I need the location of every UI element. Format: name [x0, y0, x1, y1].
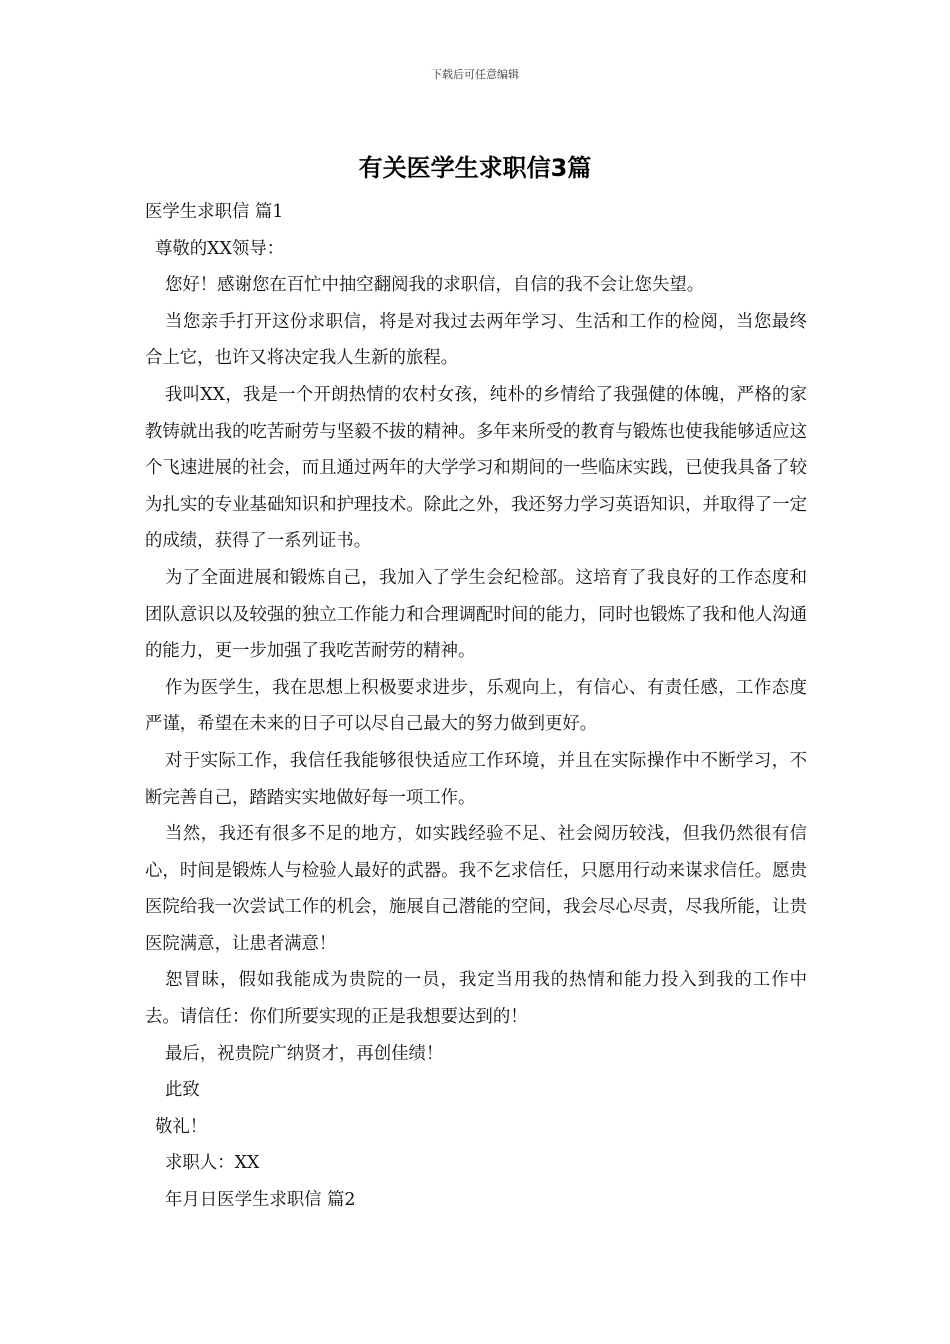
paragraph: 恕冒昧，假如我能成为贵院的一员，我定当用我的热情和能力投入到我的工作中去。请信任：你们所要实现的正是我想要达到的！ — [145, 970, 807, 1028]
paragraph: 当您亲手打开这份求职信，将是对我过去两年学习、生活和工作的检阅，当您最终合上它，也许又将决定我人生新的旅程。 — [145, 311, 807, 369]
closing-wish: 最后，祝贵院广纳贤才，再创佳绩！ — [165, 1043, 444, 1064]
letter-body — [145, 194, 807, 1219]
section-heading: 医学生求职信 篇1 — [145, 202, 284, 222]
paragraph: 对于实际工作，我信任我能够很快适应工作环境，并且在实际操作中不断学习，不断完善自己，踏踏实实地做好每一项工作。 — [145, 750, 807, 808]
paragraph: 作为医学生，我在思想上积极要求进步，乐观向上，有信心、有责任感，工作态度严谨，希望在未来的日子可以尽自己最大的努力做到更好。 — [145, 677, 807, 735]
salutation: 尊敬的XX领导： — [155, 238, 285, 259]
closing-salute: 敬礼！ — [155, 1116, 208, 1137]
closing-phrase: 此致 — [165, 1080, 200, 1101]
paragraph: 为了全面进展和锻炼自己，我加入了学生会纪检部。这培育了我良好的工作态度和团队意识以及较强的独立工作能力和合理调配时间的能力，同时也锻炼了我和他人沟通的能力，更一步加强了我吃苦耐劳的精神。 — [145, 567, 807, 662]
date-and-next-section: 年月日医学生求职信 篇2 — [165, 1190, 356, 1211]
document-title: 有关医学生求职信3篇 — [358, 154, 592, 182]
paragraph: 我叫XX，我是一个开朗热情的农村女孩，纯朴的乡情给了我强健的体魄，严格的家教铸就出我的吃苦耐劳与坚毅不拔的精神。多年来所受的教育与锻炼也使我能够适应这个飞速进展的社会，而且通过两年的大学学习和期间的一些临床实践，已使我具备了较为扎实的专业基础知识和护理技术。除此之外，我还努力学习英语知识，并取得了一定的成绩，获得了一系列证书。 — [145, 384, 807, 552]
signature-line: 求职人：XX — [165, 1153, 260, 1174]
header-note: 下载后可任意编辑 — [431, 68, 519, 81]
paragraph: 您好！感谢您在百忙中抽空翻阅我的求职信，自信的我不会让您失望。 — [165, 275, 705, 296]
paragraph: 当然，我还有很多不足的地方，如实践经验不足、社会阅历较浅，但我仍然很有信心，时间是锻炼人与检验人最好的武器。我不乞求信任，只愿用行动来谋求信任。愿贵医院给我一次尝试工作的机会，施展自己潜能的空间，我会尽心尽责，尽我所能，让贵医院满意，让患者满意！ — [145, 824, 807, 954]
